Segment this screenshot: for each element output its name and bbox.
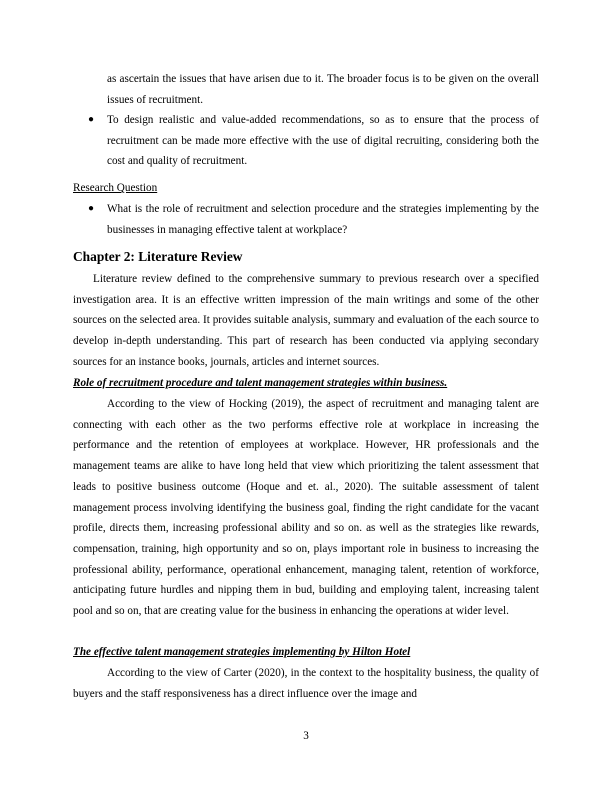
section2-paragraph: According to the view of Carter (2020), in the context to the hospitality business, the quality of buyers and the staff responsiveness has a direct influence over the image and: [73, 667, 539, 700]
section1-paragraph: According to the view of Hocking (2019), the aspect of recruitment and managing talent are connecting with each other as the two performs effective role at workplace in increasing the performance and the retention of employees at workplace. However, HR professionals and the management teams are alike to have long held that view which prioritizing the talent assessment that leads to positive business outcome (Hoque and et. al., 2020). The suitable assessment of talent management process involving identifying the business goal, finding the right candidate for the vacant profile, directs them, increasing professional ability and so on. as well as the strategies like rewards, compensation, training, high opportunity and so on, plays important role in business to increasing the professional ability, performance, operational enhancement, managing talent, retention of workforce, anticipating future hurdles and nipping them in bud, building and employing talent, increasing talent pool and so on, that are creating value for the business in enhancing the operations at wider level.: [73, 398, 539, 618]
chapter-heading: Chapter 2: Literature Review: [73, 249, 243, 264]
page-number: 3: [303, 730, 309, 742]
objective-text: To design realistic and value-added recommendations, so as to ensure that the process of recruitment can be made more effective with the use of digital recruiting, considering both the cost and quality of recruitment.: [107, 114, 539, 168]
bullet-icon: ●: [88, 203, 95, 214]
continuation-paragraph: as ascertain the issues that have arisen due to it. The broader focus is to be given on the overall issues of recruitment.: [107, 73, 539, 106]
research-question-heading: Research Question: [73, 182, 158, 194]
section2-heading: The effective talent management strategies implementing by Hilton Hotel: [73, 646, 411, 658]
section1-heading: Role of recruitment procedure and talent management strategies within business.: [73, 377, 448, 389]
bullet-icon: ●: [88, 114, 95, 125]
intro-paragraph: Literature review defined to the comprehensive summary to previous research over a specified investigation area. It is an effective written impression of the main writings and some of the other sources on the selected area. It provides suitable analysis, summary and evaluation of the each source to develop in-depth understanding. This part of research has been conducted via applying secondary sources for an instance books, journals, articles and internet sources.: [73, 273, 539, 368]
research-question-text: What is the role of recruitment and selection procedure and the strategies implementing by the businesses in managing effective talent at workplace?: [107, 203, 539, 236]
research-question-bullet: [88, 199, 539, 240]
objective-bullet: [88, 110, 539, 172]
